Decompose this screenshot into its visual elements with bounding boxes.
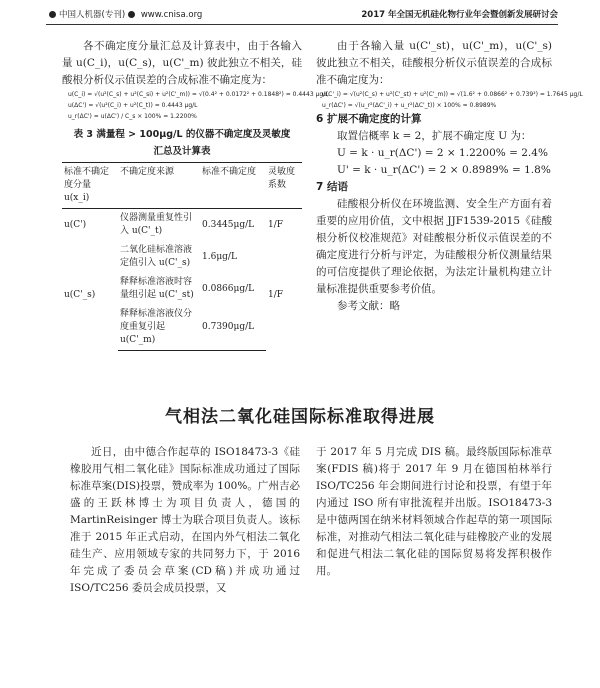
table-cell: 仪器测量重复性引入 u(C'_t) [120, 213, 193, 236]
formula-4: u(C'_i) = √(u²(C_s) + u²(C'_st) + u²(C'_m)) = √(1.6² + 0.0866² + 0.739²) = 1.7645 μg/L [322, 91, 583, 98]
formula-1: u(C_i) = √(u²(C_s) + u²(C_si) + u²(C'_m)) = √(0.4² + 0.0172² + 0.1848²) = 0.4443 μg/L [68, 91, 329, 98]
table-cell: 0.3445μg/L [202, 219, 255, 230]
header-url[interactable]: www.cnisa.org [140, 10, 203, 20]
article-right-column [316, 444, 552, 580]
left-intro: 各不确定度分量汇总及计算表中，由于各输入量 u(C_i)，u(C_s)，u(C'_m) 彼此独立不相关，硅酸根分析仪示值误差的合成标准不确定度为： [62, 40, 302, 86]
formula-2: u(ΔC') = √(u²(C_i) + u²(C_t)) = 0.4443 μg/L [68, 102, 198, 109]
header-conference: 2017 年全国无机硅化物行业年会暨创新发展研讨会 [361, 10, 558, 20]
section-6-heading: 6 扩展不确定度的计算 [316, 113, 422, 125]
running-header [46, 6, 558, 25]
table-caption: 表 3 满量程 > 100μg/L 的仪器不确定度及灵敏度 [73, 129, 291, 140]
table-row [62, 209, 302, 242]
table-cell: 二氧化硅标准溶液定值引入 u(C'_s) [120, 245, 193, 268]
right-column [316, 38, 583, 315]
header-journal: 中国人机器(专刊) www.cnisa.org [46, 6, 202, 24]
table-cell: 0.0866μg/L [202, 283, 255, 294]
equation-1: U = k · u_r(ΔC') = 2 × 1.2200% = 2.4% [337, 147, 548, 159]
bullet-icon [49, 11, 56, 18]
table-cell: u(C'_s) [64, 290, 96, 301]
left-column [62, 38, 329, 351]
article-title: 气相法二氧化硅国际标准取得进展 [165, 407, 435, 427]
table-header: 灵敏度系数 [266, 163, 302, 209]
table-header: 不确定度来源 [118, 163, 200, 209]
table-cell: 释释标准溶液时容量组引起 u(C'_st) [120, 277, 194, 300]
article-paragraph-left: 近日，由中德合作起草的 ISO18473-3《硅橡胶用气相二氧化硅》国际标准成功通过了国际标准草案(DIS)投票，赞成率为 100%。广州吉必盛的王跃林博士为项目负责人，德国的 MartinReisinger 博士为联合项目负责人。该标准于 2015 年正式启动，在国内外气相法二氧化硅生产、应用领域专家的共同努力下，于 2016 年完成了委员会草案(CD稿)并成功通过 ISO/TC256 委员会成员投票，又 [70, 446, 300, 594]
section-7-heading: 7 结语 [316, 181, 348, 193]
table-cell: u(C') [64, 219, 87, 230]
table-cell: 释释标准溶液仪分度重复引起 u(C'_m) [118, 305, 200, 351]
table-row [62, 241, 302, 273]
references: 参考文献：略 [337, 300, 400, 312]
table-cell: 1/F [268, 290, 284, 301]
section-6-text: 取置信概率 k = 2，扩展不确定度 U 为： [337, 130, 532, 142]
table-cell: 0.7390μg/L [200, 305, 266, 351]
article-paragraph-right: 于 2017 年 5 月完成 DIS 稿。最终版国际标准草案(FDIS 稿)将于 2017 年 9 月在德国柏林举行 ISO/TC256 年会期间进行讨论和投票，有望于年内通过 ISO 所有审批流程并出版。ISO18473-3 是中德两国在纳米材料领域合作起草的第一项国际标准，对推动气相法二氧化硅与硅橡胶产业的发展和促进气相法二氧化硅的国际贸易将发挥积极作用。 [316, 446, 552, 577]
equation-2: U' = k · u_r(ΔC') = 2 × 0.8989% = 1.8% [337, 164, 551, 176]
formula-5: u_r(ΔC') = √(u_r²(ΔC'_i) + u_r²(ΔC'_t)) × 100% = 0.8989% [322, 102, 497, 109]
formula-3: u_r(ΔC') = u(ΔC') / C_s × 100% = 1.2200% [68, 113, 197, 120]
uncertainty-table [62, 162, 302, 351]
article-left-column [70, 444, 300, 597]
table-cell: 1.6μg/L [202, 251, 237, 262]
table-caption-2: 汇总及计算表 [153, 146, 211, 157]
section-7-text: 硅酸根分析仪在环境监测、安全生产方面有着重要的应用价值，文中根据 JJF1539-2015《硅酸根分析仪校准规范》对硅酸根分析仪示值误差的不确定度进行分析与评定，为硅酸根分析仪测量结果的可信度提供了理论依据，为法定计量机构建立计量标准提供重要参考价值。 [316, 198, 552, 295]
bullet-icon [128, 11, 135, 18]
table-cell: 1/F [268, 219, 284, 230]
table-header: 标准不确定度分量 u(x_i) [62, 163, 118, 209]
right-intro: 由于各输入量 u(C'_st)，u(C'_m)，u(C'_s) 彼此独立不相关，硅酸根分析仪示值误差的合成标准不确定度为： [316, 40, 552, 86]
table-header: 标准不确定度 [200, 163, 266, 209]
